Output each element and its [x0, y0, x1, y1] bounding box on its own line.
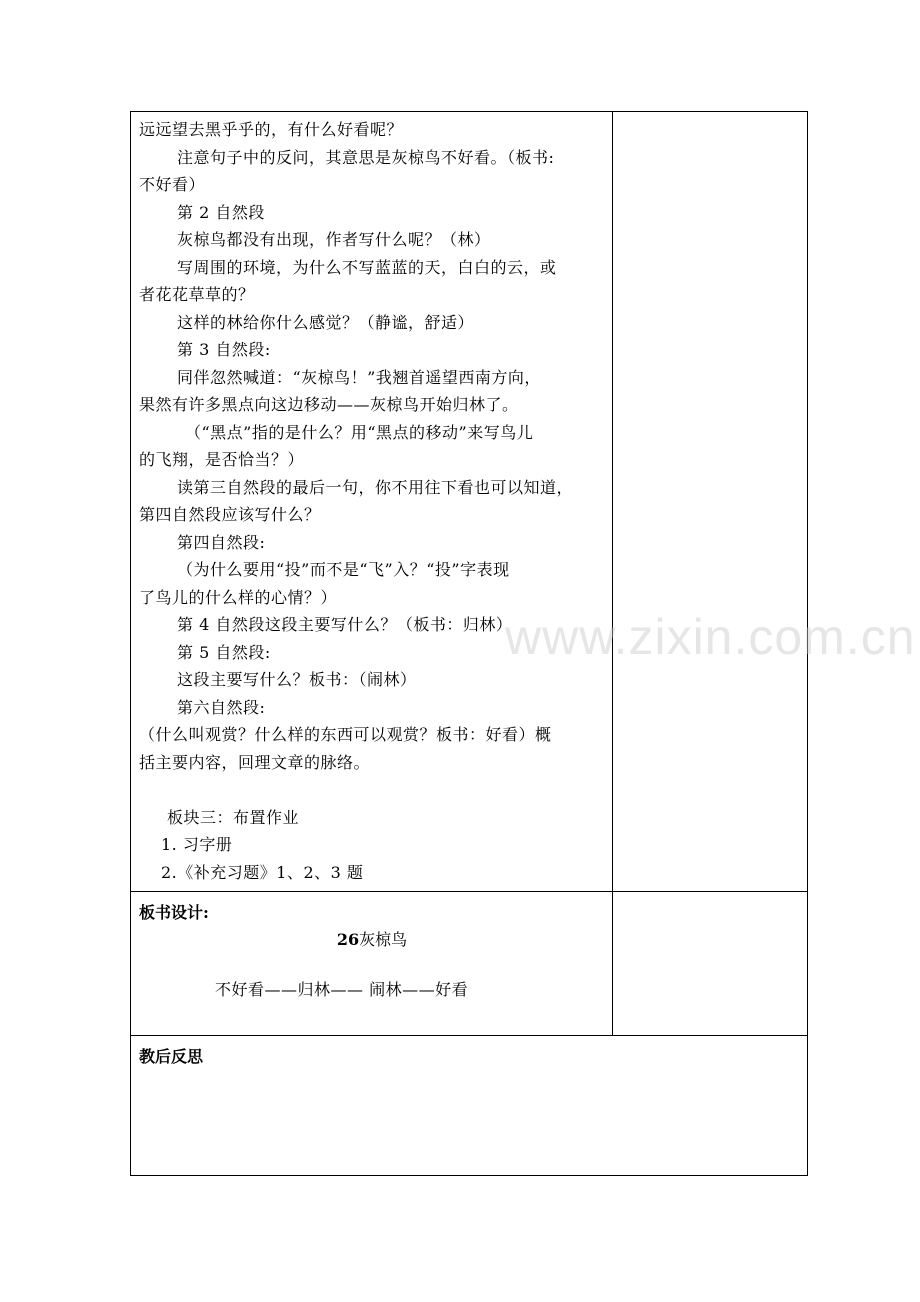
text-line: 同伴忽然喊道：“灰椋鸟！”我翘首遥望西南方向， [177, 367, 541, 387]
text-line: 者花花草草的？ [139, 285, 255, 304]
text-line: 不好看） [139, 175, 206, 194]
text-line: 这样的林给你什么感觉？（静谧，舒适） [177, 312, 475, 332]
homework-item: 1. 习字册 [161, 835, 233, 854]
reflection-row [131, 1036, 807, 1175]
text-line: 第 5 自然段: [177, 642, 271, 662]
reflection-title: 教后反思 [139, 1047, 204, 1066]
board-heading-text: 灰椋鸟 [359, 930, 408, 949]
lesson-content-row [131, 112, 807, 892]
text-line: 注意句子中的反问，其意思是灰椋鸟不好看。（板书: [177, 147, 555, 167]
notes-cell [613, 112, 807, 891]
board-design-title: 板书设计: [139, 903, 209, 922]
watermark: www.zixin.com.cn [505, 609, 916, 665]
text-line: 第四自然段应该写什么？ [139, 505, 321, 524]
board-heading-number: 26 [336, 930, 360, 949]
board-summary-line: 不好看——归林—— 闹林——好看 [215, 980, 469, 999]
board-design-cell [131, 892, 613, 1035]
lesson-table [130, 111, 808, 1176]
lesson-content-cell [131, 112, 613, 891]
text-line: （为什么要用“投”而不是“飞”入？“投”字表现 [177, 560, 510, 579]
text-line: 灰椋鸟都没有出现，作者写什么呢？（林） [177, 230, 491, 249]
text-line: 第 4 自然段这段主要写什么？（板书：归林） [177, 615, 513, 634]
text-line: 第四自然段: [177, 532, 266, 552]
text-line: 第六自然段: [177, 697, 266, 717]
board-notes-cell [613, 892, 807, 1035]
board-heading [131, 927, 613, 950]
text-line: 这段主要写什么？板书：（闹林） [177, 670, 417, 689]
text-line: （什么叫观赏？什么样的东西可以观赏？板书：好看）概 [139, 725, 552, 744]
reflection-cell [131, 1036, 807, 1175]
text-line: 第 2 自然段 [177, 202, 265, 222]
text-line: 写周围的环境，为什么不写蓝蓝的天，白白的云，或 [177, 257, 557, 277]
text-line: 了鸟儿的什么样的心情？） [139, 587, 338, 607]
text-line: 远远望去黑乎乎的，有什么好看呢？ [139, 120, 404, 139]
text-line: 果然有许多黑点向这边移动——灰椋鸟开始归林了。 [139, 395, 519, 414]
text-line: 的飞翔，是否恰当？） [139, 450, 305, 469]
text-line: （“黑点”指的是什么？用“黑点的移动”来写鸟儿 [185, 422, 534, 442]
text-line: 第 3 自然段: [177, 340, 271, 359]
board-design-row [131, 892, 807, 1036]
blank-line [139, 776, 605, 804]
text-line: 读第三自然段的最后一句，你不用往下看也可以知道， [177, 477, 574, 497]
text-line: 括主要内容，回理文章的脉络。 [139, 752, 371, 772]
section-heading: 板块三：布置作业 [167, 807, 300, 827]
homework-item: 2.《补充习题》1、2、3 题 [161, 862, 364, 882]
lesson-text [139, 116, 605, 886]
